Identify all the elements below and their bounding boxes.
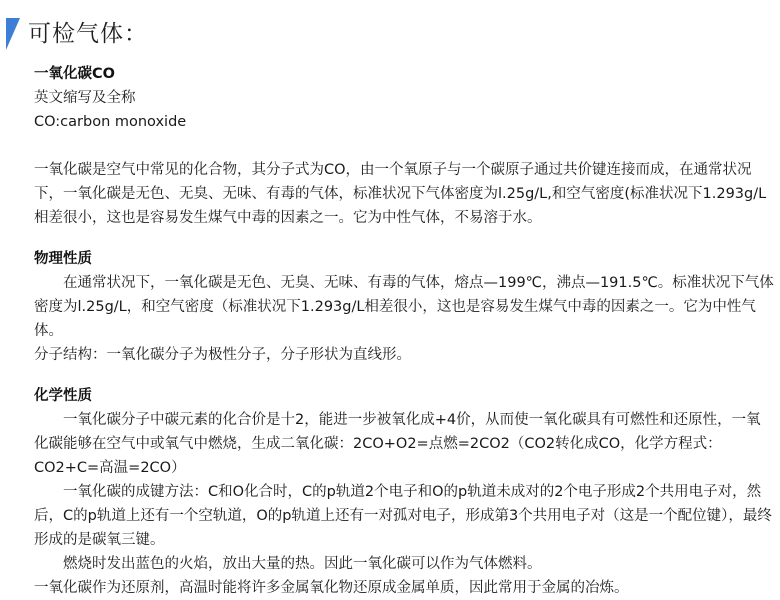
page-title: 可检气体： — [28, 21, 148, 47]
chemical-paragraph-3: 燃烧时发出蓝色的火焰，放出大量的热。因此一氧化碳可以作为气体燃料。 — [63, 556, 542, 572]
article-content — [34, 62, 774, 600]
chemical-paragraph-4: 一氧化碳作为还原剂，高温时能将许多金属氧化物还原成金属单质，因此常用于金属的冶炼。 — [34, 580, 629, 596]
physical-properties-paragraph: 在通常状况下，一氧化碳是无色、无臭、无味、有毒的气体，熔点—199℃，沸点—191.5℃。标准状况下气体密度为l.25g/L，和空气密度（标准状况下1.293g/L相差很小，这也是容易发生煤气中毒的因素之一。它为中性气体。 — [34, 275, 774, 339]
chemical-paragraph-2: 一氧化碳的成键方法：C和O化合时，C的p轨道2个电子和O的p轨道未成对的2个电子形成2个共用电子对，然后，C的p轨道上还有一个空轨道，O的p轨道上还有一对孤对电子，形成第3个共用电子对（这是一个配位键），最终形成的是碳氧三键。 — [34, 484, 772, 548]
english-name: CO:carbon monoxide — [34, 114, 187, 130]
spacer — [34, 134, 774, 158]
intro-description: 一氧化碳是空气中常见的化合物，其分子式为CO，由一个氧原子与一个碳原子通过共价键连接而成，在通常状况下，一氧化碳是无色、无臭、无味、有毒的气体，标准状况下气体密度为l.25g/L,和空气密度(标准状况下1.293g/L相差很小，这也是容易发生煤气中毒的因素之一。它为中性气体，不易溶于水。 — [34, 162, 767, 226]
section-flag-icon — [6, 18, 20, 50]
chemical-paragraph-1: 一氧化碳分子中碳元素的化合价是十2，能进一步被氧化成+4价，从而使一氧化碳具有可燃性和还原性，一氧化碳能够在空气中或氧气中燃烧，生成二氧化碳：2CO+O2=点燃=2CO2（CO2转化成CO，化学方程式：CO2+C=高温=2CO） — [34, 412, 761, 476]
spacer — [34, 367, 774, 384]
chemical-properties-title: 化学性质 — [34, 388, 92, 404]
page-header — [0, 16, 780, 56]
gas-name: 一氧化碳CO — [34, 66, 115, 82]
molecular-structure: 分子结构：一氧化碳分子为极性分子，分子形状为直线形。 — [34, 347, 411, 363]
spacer — [34, 230, 774, 247]
physical-properties-title: 物理性质 — [34, 251, 92, 267]
abbreviation-label: 英文缩写及全称 — [34, 90, 136, 106]
